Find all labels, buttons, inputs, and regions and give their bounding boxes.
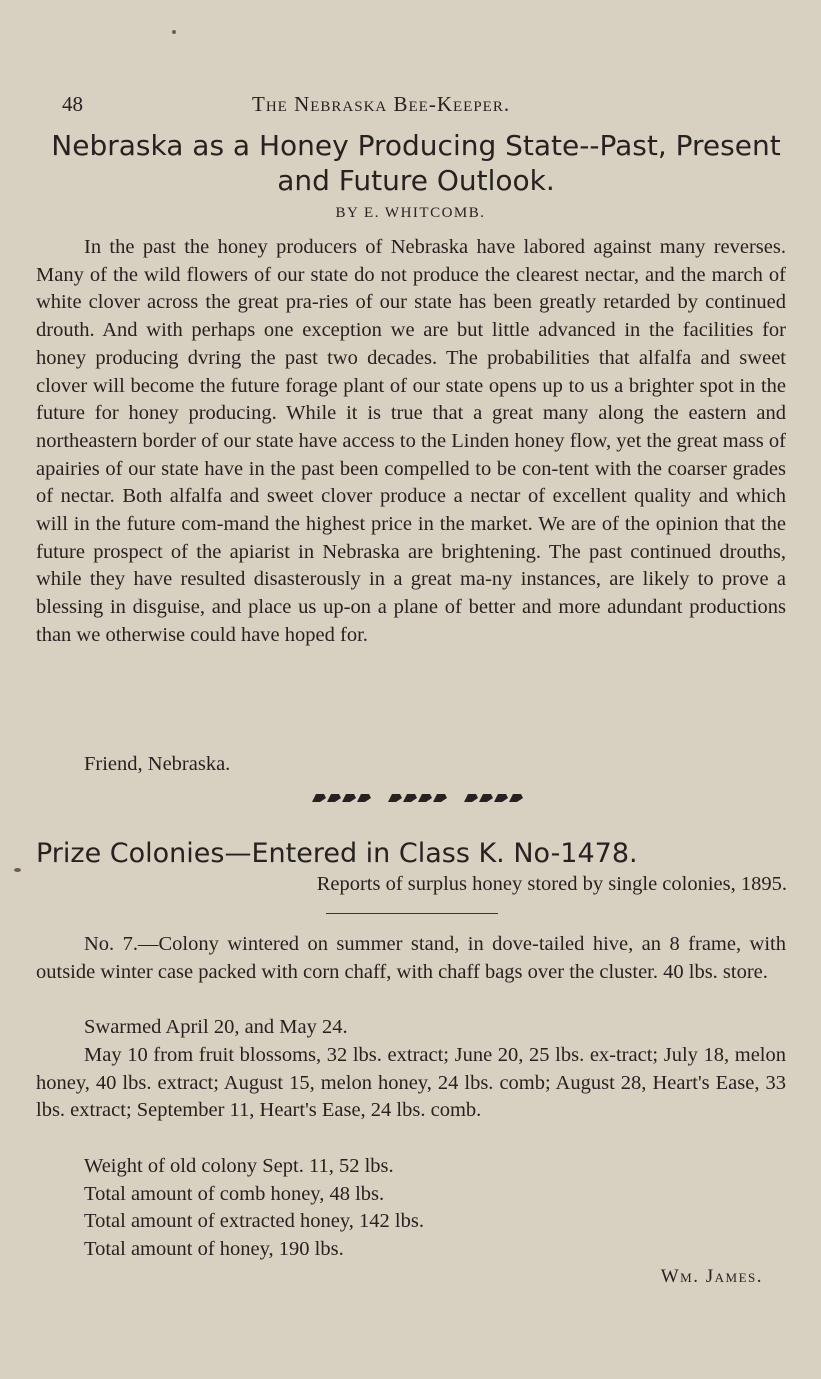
article-title <box>36 128 796 198</box>
section-subtitle: Reports of surplus honey stored by single colonies, 1895. <box>316 873 787 895</box>
ornament-mark <box>357 794 371 802</box>
ornament-mark <box>312 794 326 802</box>
total-line: Total amount of comb honey, 48 lbs. <box>84 1182 385 1205</box>
ornament-mark <box>464 794 478 802</box>
page-number: 48 <box>62 92 83 116</box>
colony-description: No. 7.—Colony wintered on summer stand, in dove-tailed hive, an 8 frame, with outside winter case packed with corn chaff, with chaff bags over the cluster. 40 lbs. store. <box>36 933 786 983</box>
article-title-line1: Nebraska as a Honey Producing State--Past, Present <box>51 129 781 162</box>
section-title: Prize Colonies—Entered in Class K. No-1478. <box>36 838 638 869</box>
ornament-mark <box>479 794 493 802</box>
author-signature: Wm. James. <box>660 1266 763 1287</box>
ink-speck <box>172 30 176 34</box>
ornament-mark <box>388 794 402 802</box>
journal-title: The Nebraska Bee-Keeper. <box>252 92 511 116</box>
ornament-mark <box>342 794 356 802</box>
ornament-mark <box>403 794 417 802</box>
ornament-divider <box>312 788 532 808</box>
swarm-line <box>84 1014 348 1042</box>
total-line: Total amount of extracted honey, 142 lbs. <box>84 1210 424 1233</box>
totals-list <box>84 1153 424 1264</box>
byline: BY E. WHITCOMB. <box>335 205 486 221</box>
running-header <box>62 92 769 122</box>
total-line: Total amount of honey, 190 lbs. <box>84 1238 344 1261</box>
ornament-mark <box>509 794 523 802</box>
ornament-mark <box>327 794 341 802</box>
ink-speck <box>14 868 21 872</box>
ornament-mark <box>494 794 508 802</box>
article-body: In the past the honey producers of Nebraska have labored against many reverses. Many of the wild flowers of our state do not produce the clearest nectar, and the march of white clover across the great pra-ries of our state has been greatly retarded by continued drouth. And with perhaps one exception we are but little advanced in the facilities for honey producing dvring the past two decades. The probabilities that alfalfa and sweet clover will become the future forage plant of our state opens up to us a brighter spot in the future for honey producing. While it is true that a great many along the eastern and northeastern border of our state have access to the Linden honey flow, yet the great mass of apairies of our state have in the past been compelled to be con-tent with the coarser grades of nectar. Both alfalfa and sweet clover produce a nectar of excellent quality and which will in the future com-mand the highest price in the market. We are of the opinion that the future prospect of the apiarist in Nebraska are brightening. The past continued drouths, while they have resulted disasterously in a great ma-ny instances, are likely to prove a blessing in disguise, and place us up-on a plane of better and more adundant productions than we otherwise could have hoped for. <box>36 236 786 646</box>
signoff: Friend, Nebraska. <box>84 753 231 775</box>
ornament-mark <box>418 794 432 802</box>
swarmed-text: Swarmed April 20, and May 24. <box>84 1016 348 1038</box>
total-line: Weight of old colony Sept. 11, 52 lbs. <box>84 1155 394 1177</box>
honey-yields: May 10 from fruit blossoms, 32 lbs. extract; June 20, 25 lbs. ex-tract; July 18, melon honey, 40 lbs. extract; August 15, melon honey, 24 lbs. comb; August 28, Heart's Ease, 33 lbs. extract; September 11, Heart's Ease, 24 lbs. comb. <box>36 1044 786 1122</box>
divider-rule <box>326 913 498 914</box>
article-title-line2: and Future Outlook. <box>277 164 555 197</box>
ornament-mark <box>433 794 447 802</box>
